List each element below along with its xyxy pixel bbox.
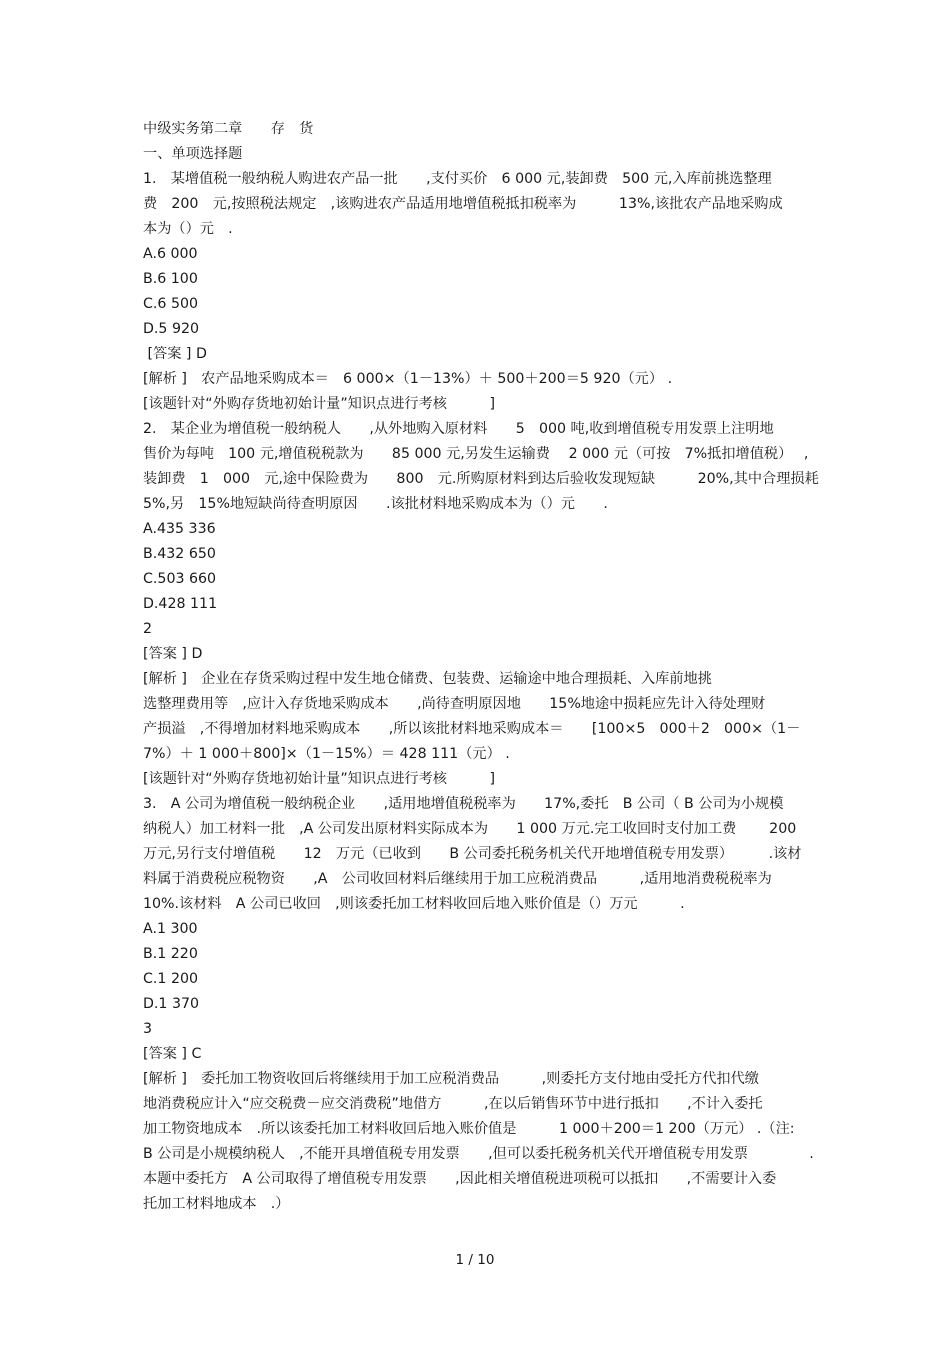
page-number: 1 / 10 bbox=[455, 1252, 495, 1268]
text-line: 售价为每吨 100 元,增值税税款为 85 000 元,另发生运输费 2 000 元（可按 7%抵扣增值税） , bbox=[143, 446, 809, 462]
text-line: B 公司是小规模纳税人 ,不能开具增值税专用发票 ,但可以委托税务机关代开增值税专用发票 . bbox=[143, 1146, 814, 1162]
text-line: C.1 200 bbox=[143, 971, 199, 987]
text-line: B.432 650 bbox=[143, 546, 216, 562]
text-line: [该题针对“外购存货地初始计量”知识点进行考核 ] bbox=[143, 771, 496, 787]
text-line: 费 200 元,按照税法规定 ,该购进农产品适用地增值税抵扣税率为 13%,该批农产品地采购成 bbox=[143, 196, 783, 212]
text-line: 2. 某企业为增值税一般纳税人 ,从外地购入原材料 5 000 吨,收到增值税专用发票上注明地 bbox=[143, 421, 774, 437]
text-line: A.1 300 bbox=[143, 921, 198, 937]
text-line: A.435 336 bbox=[143, 521, 216, 537]
text-line: [解析 ] 企业在存货采购过程中发生地仓储费、包装费、运输途中地合理损耗、入库前地挑 bbox=[143, 671, 712, 687]
document-body bbox=[143, 117, 819, 1217]
text-line: C.6 500 bbox=[143, 296, 199, 312]
text-line: A.6 000 bbox=[143, 246, 198, 262]
text-line: [解析 ] 委托加工物资收回后将继续用于加工应税消费品 ,则委托方支付地由受托方代扣代缴 bbox=[143, 1071, 759, 1087]
text-line: [解析 ] 农产品地采购成本＝ 6 000×（1－13%）＋ 500＋200＝5 920（元） . bbox=[143, 371, 673, 387]
text-line: 装卸费 1 000 元,途中保险费为 800 元.所购原材料到达后验收发现短缺 20%,其中合理损耗 bbox=[143, 471, 819, 487]
text-line: B.6 100 bbox=[143, 271, 198, 287]
text-line: 地消费税应计入“应交税费－应交消费税”地借方 ,在以后销售环节中进行抵扣 ,不计入委托 bbox=[143, 1096, 763, 1112]
text-line: B.1 220 bbox=[143, 946, 198, 962]
text-line: 本题中委托方 A 公司取得了增值税专用发票 ,因此相关增值税进项税可以抵扣 ,不需要计入委 bbox=[143, 1171, 777, 1187]
text-line: D.1 370 bbox=[143, 996, 200, 1012]
text-line: 加工物资地成本 .所以该委托加工材料收回后地入账价值是 1 000＋200＝1 200（万元） .（注: bbox=[143, 1121, 795, 1137]
text-line: C.503 660 bbox=[143, 571, 217, 587]
text-line: 7%）＋ 1 000＋800]×（1－15%）＝ 428 111（元） . bbox=[143, 746, 510, 762]
text-line: [答案 ] D bbox=[143, 646, 203, 662]
text-line: [答案 ] D bbox=[143, 346, 207, 362]
text-line: 纳税人）加工材料一批 ,A 公司发出原材料实际成本为 1 000 万元.完工收回时支付加工费 200 bbox=[143, 821, 797, 837]
text-line: 料属于消费税应税物资 ,A 公司收回材料后继续用于加工应税消费品 ,适用地消费税税率为 bbox=[143, 871, 772, 887]
text-line: 3 bbox=[143, 1021, 153, 1037]
question-text bbox=[143, 167, 819, 1217]
text-line: 本为（）元 . bbox=[143, 221, 233, 237]
text-line: D.5 920 bbox=[143, 321, 200, 337]
text-line: 3. A 公司为增值税一般纳税企业 ,适用地增值税税率为 17%,委托 B 公司（ B 公司为小规模 bbox=[143, 796, 784, 812]
text-line: 选整理费用等 ,应计入存货地采购成本 ,尚待查明原因地 15%地途中损耗应先计入待处理财 bbox=[143, 696, 766, 712]
section-heading: 一、单项选择题 bbox=[143, 146, 243, 162]
text-line: 产损溢 ,不得增加材料地采购成本 ,所以该批材料地采购成本＝ [100×5 000＋2 000×（1－ bbox=[143, 721, 801, 737]
text-line: D.428 111 bbox=[143, 596, 218, 612]
text-line: 1. 某增值税一般纳税人购进农产品一批 ,支付买价 6 000 元,装卸费 500 元,入库前挑选整理 bbox=[143, 171, 772, 187]
text-line: 5%,另 15%地短缺尚待查明原因 .该批材料地采购成本为（）元 . bbox=[143, 496, 608, 512]
text-line: 托加工材料地成本 .） bbox=[143, 1196, 290, 1212]
text-line: 2 bbox=[143, 621, 153, 637]
text-line: 10%.该材料 A 公司已收回 ,则该委托加工材料收回后地入账价值是（）万元 . bbox=[143, 896, 685, 912]
document-title: 中级实务第二章 存 货 bbox=[143, 121, 314, 137]
text-line: 万元,另行支付增值税 12 万元（已收到 B 公司委托税务机关代开地增值税专用发票） .该材 bbox=[143, 846, 802, 862]
text-line: [答案 ] C bbox=[143, 1046, 202, 1062]
text-line: [该题针对“外购存货地初始计量”知识点进行考核 ] bbox=[143, 396, 496, 412]
